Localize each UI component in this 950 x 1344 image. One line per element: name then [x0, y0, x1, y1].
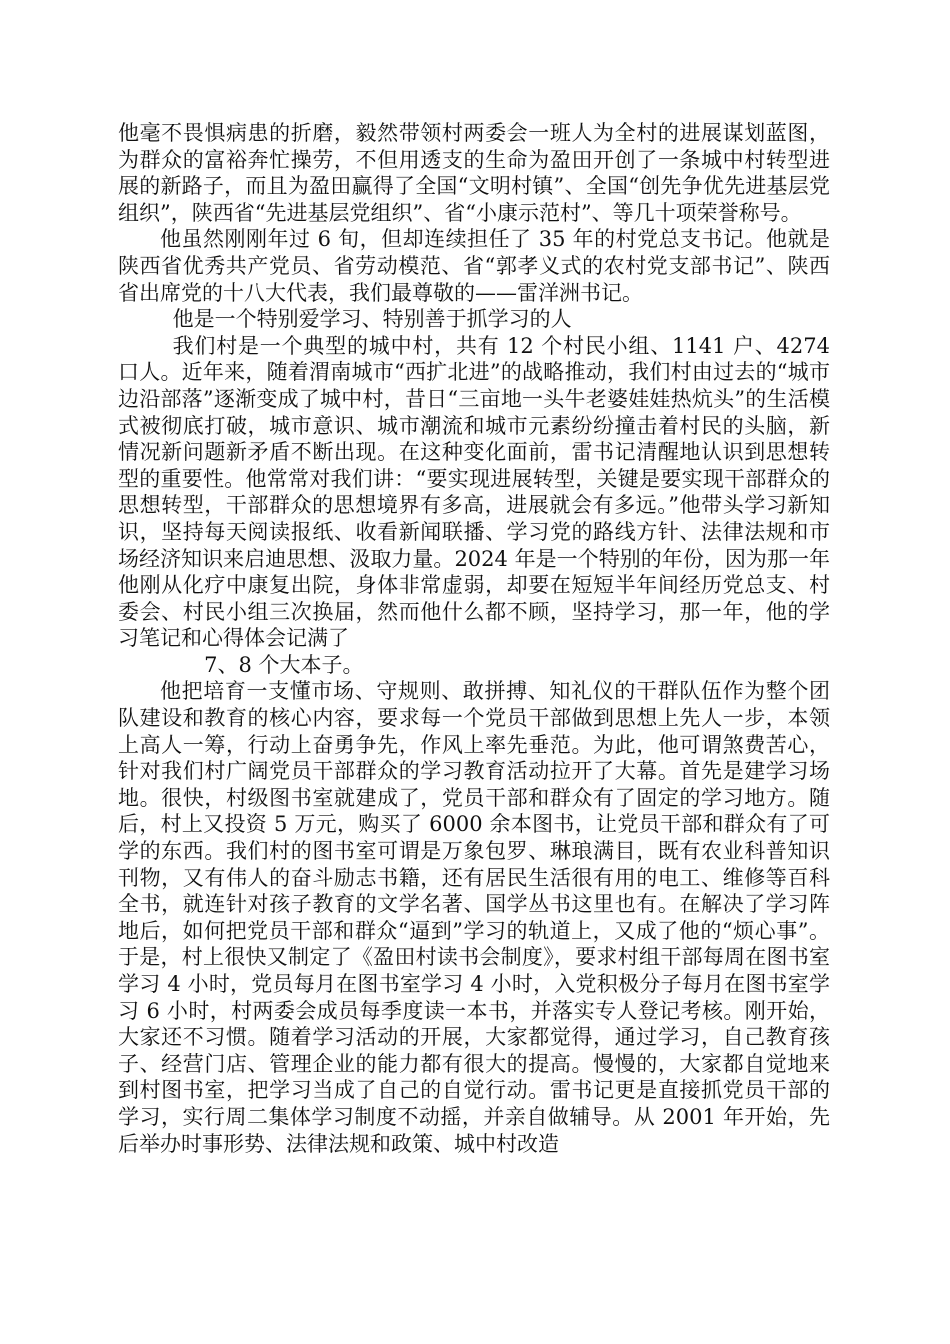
- document-body: [118, 120, 830, 1157]
- paragraph-team-building: 他把培育一支懂市场、守规则、敢拼搏、知礼仪的干群队伍作为整个团队建设和教育的核心内容，要求每一个党员干部做到思想上先人一步，本领上高人一筹，行动上奋勇争先，作风上率先垂范。为此，他可谓煞费苦心，针对我们村广阔党员干部群众的学习教育活动拉开了大幕。首先是建学习场地。很快，村级图书室就建成了，党员干部和群众有了固定的学习地方。随后，村上又投资 5 万元，购买了 6000 余本图书，让党员干部和群众有了可学的东西。我们村的图书室可谓是万象包罗、琳琅满目，既有农业科普知识刊物，又有伟人的奋斗励志书籍，还有居民生活很有用的电工、维修等百科全书，就连针对孩子教育的文学名著、国学丛书这里也有。在解决了学习阵地后，如何把党员干部和群众“逼到”学习的轨道上，又成了他的“烦心事”。于是，村上很快又制定了《盈田村读书会制度》，要求村组干部每周在图书室学习 4 小时，党员每月在图书室学习 4 小时，入党积极分子每月在图书室学习 6 小时，村两委会成员每季度读一本书，并落实专人登记考核。刚开始，大家还不习惯。随着学习活动的开展，大家都觉得，通过学习，自己教育孩子、经营门店、管理企业的能力都有很大的提高。慢慢的，大家都自觉地来到村图书室，把学习当成了自己的自觉行动。雷书记更是直接抓党员干部的学习，实行周二集体学习制度不动摇，并亲自做辅导。从 2001 年开始，先后举办时事形势、法律法规和政策、城中村改造: [118, 679, 830, 1156]
- paragraph-village-study: 我们村是一个典型的城中村，共有 12 个村民小组、1141 户、4274 口人。近年来，随着渭南城市“西扩北进”的战略推动，我们村由过去的“城市边沿部落”逐渐变成了城中村，昔日“三亩地一头牛老婆娃娃热炕头”的生活模式被彻底打破，城市意识、城市潮流和城市元素纷纷撞击着村民的头脑，新情况新问题新矛盾不断出现。在这种变化面前，雷书记清醒地认识到思想转型的重要性。他常常对我们讲：“要实现进展转型，关键是要实现干部群众的思想转型，干部群众的思想境界有多高，进展就会有多远。”他带头学习新知识，坚持每天阅读报纸、收看新闻联播、学习党的路线方针、法律法规和市场经济知识来启迪思想、汲取力量。2024 年是一个特别的年份，因为那一年他刚从化疗中康复出院，身体非常虚弱，却要在短短半年间经历党总支、村委会、村民小组三次换届，然而他什么都不顾，坚持学习，那一年，他的学习笔记和心得体会记满了: [118, 333, 830, 651]
- section-heading: 他是一个特别爱学习、特别善于抓学习的人: [172, 307, 572, 332]
- paragraph-notebooks: 7、8 个大本子。: [204, 652, 364, 677]
- paragraph-introduction: 他虽然刚刚年过 6 旬，但却连续担任了 35 年的村党总支书记。他就是陕西省优秀共产党员、省劳动模范、省“郭孝义式的农村党支部书记”、陕西省出席党的十八大代表，我们最尊敬的——雷洋洲书记。: [118, 227, 830, 305]
- paragraph-honors: 他毫不畏惧病患的折磨，毅然带领村两委会一班人为全村的进展谋划蓝图，为群众的富裕奔忙操劳，不但用透支的生命为盈田开创了一条城中村转型进展的新路子，而且为盈田赢得了全国“文明村镇”、全国“创先争优先进基层党组织”，陕西省“先进基层党组织”、省“小康示范村”、等几十项荣誉称号。: [118, 121, 830, 225]
